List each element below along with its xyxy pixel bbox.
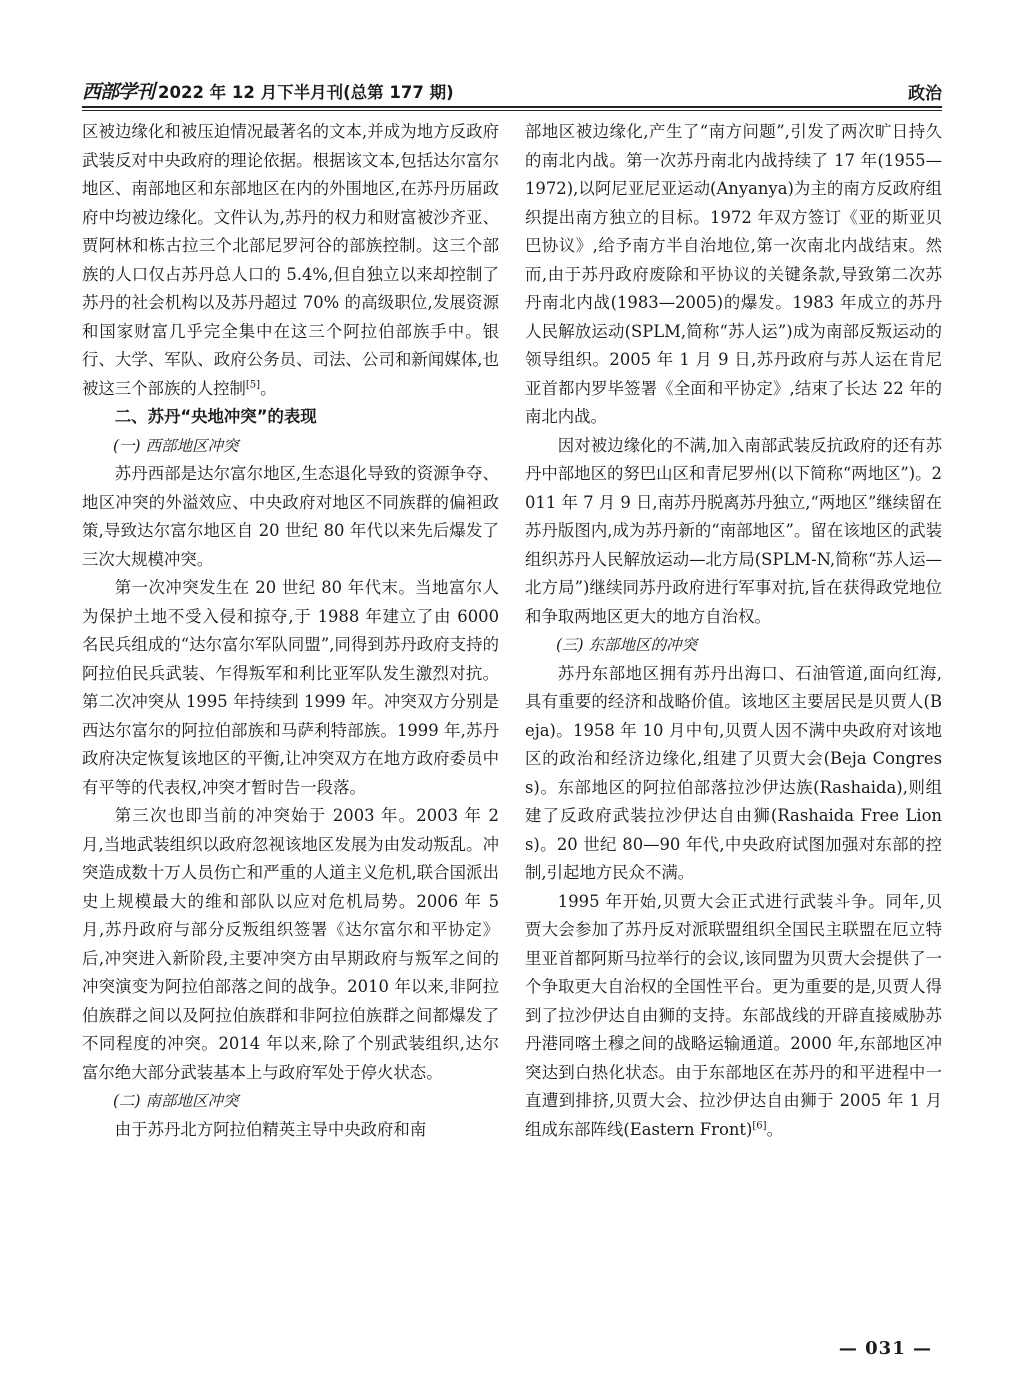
header-left — [82, 77, 454, 104]
header-rule-thin — [82, 110, 942, 111]
subsection-heading-east: (三) 东部地区的冲突 — [556, 636, 698, 654]
left-column — [82, 118, 499, 1144]
paragraph: 由于苏丹北方阿拉伯精英主导中央政府和南 — [114, 1119, 427, 1139]
header-rule-thick — [82, 106, 942, 108]
paragraph: 因对被边缘化的不满,加入南部武装反抗政府的还有苏丹中部地区的努巴山区和青尼罗州(以下简称“两地区”)。2011 年 7 月 9 日,南苏丹脱离苏丹独立,“两地区”继续留在苏丹版图内,成为苏丹新的“南部地区”。留在该地区的武装组织苏丹人民解放运动—北方局(SPLM-N,简称“苏人运—北方局”)继续同苏丹政府进行军事对抗,旨在获得政党地位和争取两地区更大的地方自治权。 — [525, 435, 942, 626]
section-heading: 二、苏丹“央地冲突”的表现 — [114, 407, 317, 426]
paragraph-end: 。 — [260, 378, 277, 398]
paragraph: 第三次也即当前的冲突始于 2003 年。2003 年 2 月,当地武装组织以政府忽视该地区发展为由发动叛乱。冲突造成数十万人员伤亡和严重的人道主义危机,联合国派出史上规模最大的维和部队以应对危机局势。2006 年 5 月,苏丹政府与部分反叛组织签署《达尔富尔和平协定》后,冲突进入新阶段,主要冲突方由早期政府与叛军之间的冲突演变为阿拉伯部落之间的战争。2010 年以来,非阿拉伯族群之间以及阿拉伯族群和非阿拉伯族群之间都爆发了不同程度的冲突。2014 年以来,除了个别武装组织,达尔富尔绝大部分武装基本上与政府军处于停火状态。 — [82, 806, 499, 1082]
paragraph-text: 1995 年开始,贝贾大会正式进行武装斗争。同年,贝贾大会参加了苏丹反对派联盟组织全国民主联盟在厄立特里亚首都阿斯马拉举行的会议,该同盟为贝贾大会提供了一个争取更大自治权的全国性平台。更为重要的是,贝贾人得到了拉沙伊达自由狮的支持。东部战线的开辟直接威胁苏丹港同喀土穆之间的战略运输通道。2000 年,东部地区冲突达到白热化状态。由于东部地区在苏丹的和平进程中一直遭到排挤,贝贾大会、拉沙伊达自由狮于 2005 年 1 月组成东部阵线(Eastern Front) — [525, 891, 942, 1139]
page-header — [82, 70, 942, 104]
paragraph: 部地区被边缘化,产生了“南方问题”,引发了两次旷日持久的南北内战。第一次苏丹南北内战持续了 17 年(1955—1972),以阿尼亚尼亚运动(Anyanya)为主的南方反政府组织提出南方独立的目标。1972 年双方签订《亚的斯亚贝巴协议》,给予南方半自治地位,第一次南北内战结束。然而,由于苏丹政府废除和平协议的关键条款,导致第二次苏丹南北内战(1983—2005)的爆发。1983 年成立的苏丹人民解放运动(SPLM,简称“苏人运”)成为南部反叛运动的领导组织。2005 年 1 月 9 日,苏丹政府与苏人运在肯尼亚首都内罗毕签署《全面和平协定》,结束了长达 22 年的南北内战。 — [525, 122, 942, 426]
paragraph — [82, 118, 499, 403]
section-label: 政治 — [908, 84, 942, 104]
paragraph-text: 区被边缘化和被压迫情况最著名的文本,并成为地方反政府武装反对中央政府的理论依据。根据该文本,包括达尔富尔地区、南部地区和东部地区在内的外围地区,在苏丹历届政府中均被边缘化。文件认为,苏丹的权力和财富被沙齐亚、贾阿林和栋古拉三个北部尼罗河谷的部族控制。这三个部族的人口仅占苏丹总人口的 5.4%,但自独立以来却控制了苏丹的社会机构以及苏丹超过 70% 的高级职位,发展资源和国家财富几乎完全集中在这三个阿拉伯部族手中。银行、大学、军队、政府公务员、司法、公司和新闻媒体,也被这三个部族的人控制 — [82, 122, 499, 398]
article-body — [82, 118, 942, 1144]
subsection-heading-south: (二) 南部地区冲突 — [113, 1092, 239, 1110]
journal-logo: 西部学刊 — [82, 81, 155, 103]
issue-info: 2022 年 12 月下半月刊(总第 177 期) — [158, 83, 454, 102]
paragraph-end: 。 — [766, 1119, 783, 1139]
citation: [6] — [752, 1120, 767, 1132]
citation: [5] — [245, 379, 261, 391]
paragraph — [525, 888, 942, 1145]
paragraph: 苏丹西部是达尔富尔地区,生态退化导致的资源争夺、地区冲突的外溢效应、中央政府对地区不同族群的偏袒政策,导致达尔富尔地区自 20 世纪 80 年代以来先后爆发了三次大规模冲突。 — [82, 464, 499, 569]
paragraph: 苏丹东部地区拥有苏丹出海口、石油管道,面向红海,具有重要的经济和战略价值。该地区主要居民是贝贾人(Beja)。1958 年 10 月中旬,贝贾人因不满中央政府对该地区的政治和经济边缘化,组建了贝贾大会(Beja Congress)。东部地区的阿拉伯部落拉沙伊达族(Rashaida),则组建了反政府武装拉沙伊达自由狮(Rashaida Free Lions)。20 世纪 80—90 年代,中央政府试图加强对东部的控制,引起地方民众不满。 — [525, 663, 942, 882]
page-number: — 031 — — [838, 1338, 932, 1359]
paragraph: 第一次冲突发生在 20 世纪 80 年代末。当地富尔人为保护土地不受入侵和掠夺,于 1988 年建立了由 6000 名民兵组成的“达尔富尔军队同盟”,同得到苏丹政府支持的阿拉伯民兵武装、乍得叛军和利比亚军队发生激烈对抗。第二次冲突从 1995 年持续到 1999 年。冲突双方分别是西达尔富尔的阿拉伯部族和马萨利特部族。1999 年,苏丹政府决定恢复该地区的平衡,让冲突双方在地方政府委员中有平等的代表权,冲突才暂时告一段落。 — [82, 578, 499, 797]
subsection-heading-west: (一) 西部地区冲突 — [113, 436, 239, 455]
right-column — [525, 118, 942, 1144]
